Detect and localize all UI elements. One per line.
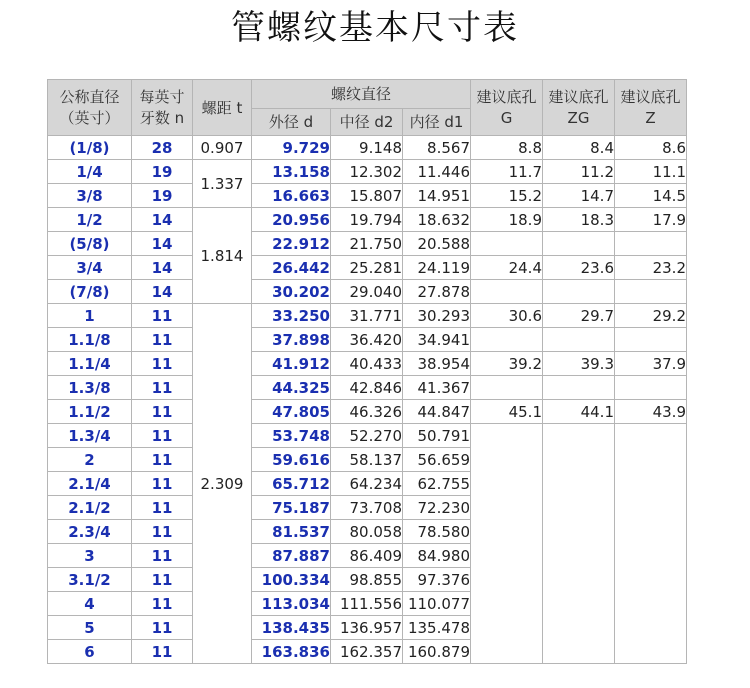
outer-diameter-cell: 13.158 <box>252 160 331 184</box>
pitch-diameter-cell: 19.794 <box>331 208 403 232</box>
pitch-diameter-cell: 21.750 <box>331 232 403 256</box>
outer-diameter-cell: 65.712 <box>252 472 331 496</box>
pitch-diameter-cell: 42.846 <box>331 376 403 400</box>
tpi-cell: 11 <box>132 496 193 520</box>
drill-g-cell: 45.1 <box>471 400 543 424</box>
size-cell: 4 <box>48 592 132 616</box>
tpi-cell: 11 <box>132 544 193 568</box>
drill-z-cell: 37.9 <box>615 352 687 376</box>
size-cell: 6 <box>48 640 132 664</box>
tpi-cell: 11 <box>132 328 193 352</box>
tpi-cell: 14 <box>132 232 193 256</box>
pitch-cell: 1.814 <box>193 208 252 304</box>
outer-diameter-cell: 163.836 <box>252 640 331 664</box>
header-nominal-diameter: 公称直径 （英寸） <box>48 80 132 136</box>
drill-g-cell: 39.2 <box>471 352 543 376</box>
drill-zg-cell: 44.1 <box>543 400 615 424</box>
inner-diameter-cell: 110.077 <box>403 592 471 616</box>
drill-zg-cell <box>543 376 615 400</box>
drill-z-cell <box>615 376 687 400</box>
outer-diameter-cell: 53.748 <box>252 424 331 448</box>
drill-zg-cell: 14.7 <box>543 184 615 208</box>
tpi-cell: 11 <box>132 448 193 472</box>
outer-diameter-cell: 33.250 <box>252 304 331 328</box>
inner-diameter-cell: 11.446 <box>403 160 471 184</box>
pitch-diameter-cell: 58.137 <box>331 448 403 472</box>
drill-g-cell: 30.6 <box>471 304 543 328</box>
inner-diameter-cell: 62.755 <box>403 472 471 496</box>
pitch-diameter-cell: 98.855 <box>331 568 403 592</box>
drill-z-cell: 14.5 <box>615 184 687 208</box>
tpi-cell: 11 <box>132 376 193 400</box>
pitch-diameter-cell: 40.433 <box>331 352 403 376</box>
pitch-diameter-cell: 15.807 <box>331 184 403 208</box>
inner-diameter-cell: 78.580 <box>403 520 471 544</box>
inner-diameter-cell: 30.293 <box>403 304 471 328</box>
outer-diameter-cell: 37.898 <box>252 328 331 352</box>
drill-z-cell: 43.9 <box>615 400 687 424</box>
header-pitch-diameter: 中径 d2 <box>331 109 403 136</box>
drill-zg-cell <box>543 232 615 256</box>
tpi-cell: 11 <box>132 352 193 376</box>
inner-diameter-cell: 160.879 <box>403 640 471 664</box>
drill-z-cell: 17.9 <box>615 208 687 232</box>
size-cell: 5 <box>48 616 132 640</box>
outer-diameter-cell: 9.729 <box>252 136 331 160</box>
inner-diameter-cell: 14.951 <box>403 184 471 208</box>
size-cell: 2.3/4 <box>48 520 132 544</box>
pitch-diameter-cell: 52.270 <box>331 424 403 448</box>
drill-zg-cell: 18.3 <box>543 208 615 232</box>
inner-diameter-cell: 27.878 <box>403 280 471 304</box>
table-row <box>48 304 687 328</box>
drill-z-cell <box>615 424 687 664</box>
drill-g-cell: 15.2 <box>471 184 543 208</box>
header-inner-diameter: 内径 d1 <box>403 109 471 136</box>
tpi-cell: 11 <box>132 616 193 640</box>
outer-diameter-cell: 22.912 <box>252 232 331 256</box>
inner-diameter-cell: 8.567 <box>403 136 471 160</box>
outer-diameter-cell: 100.334 <box>252 568 331 592</box>
drill-z-cell: 8.6 <box>615 136 687 160</box>
pitch-diameter-cell: 46.326 <box>331 400 403 424</box>
outer-diameter-cell: 75.187 <box>252 496 331 520</box>
outer-diameter-cell: 30.202 <box>252 280 331 304</box>
page-title: 管螺纹基本尺寸表 <box>231 8 519 48</box>
tpi-cell: 14 <box>132 256 193 280</box>
pitch-diameter-cell: 25.281 <box>331 256 403 280</box>
inner-diameter-cell: 38.954 <box>403 352 471 376</box>
table-row <box>48 400 687 424</box>
table-row <box>48 184 687 208</box>
size-cell: (1/8) <box>48 136 132 160</box>
tpi-cell: 11 <box>132 568 193 592</box>
size-cell: 1.1/8 <box>48 328 132 352</box>
size-cell: 1 <box>48 304 132 328</box>
header-drill-zg: 建议底孔 ZG <box>543 80 615 136</box>
inner-diameter-cell: 84.980 <box>403 544 471 568</box>
drill-g-cell <box>471 328 543 352</box>
size-cell: 3 <box>48 544 132 568</box>
drill-zg-cell: 29.7 <box>543 304 615 328</box>
drill-z-cell <box>615 280 687 304</box>
drill-zg-cell: 39.3 <box>543 352 615 376</box>
drill-g-cell <box>471 232 543 256</box>
inner-diameter-cell: 20.588 <box>403 232 471 256</box>
drill-g-cell: 8.8 <box>471 136 543 160</box>
pitch-diameter-cell: 9.148 <box>331 136 403 160</box>
outer-diameter-cell: 41.912 <box>252 352 331 376</box>
inner-diameter-cell: 97.376 <box>403 568 471 592</box>
pitch-cell: 0.907 <box>193 136 252 160</box>
pitch-diameter-cell: 29.040 <box>331 280 403 304</box>
size-cell: 1.3/4 <box>48 424 132 448</box>
size-cell: 1.3/8 <box>48 376 132 400</box>
inner-diameter-cell: 41.367 <box>403 376 471 400</box>
drill-g-cell <box>471 376 543 400</box>
outer-diameter-cell: 26.442 <box>252 256 331 280</box>
drill-z-cell <box>615 232 687 256</box>
outer-diameter-cell: 20.956 <box>252 208 331 232</box>
drill-g-cell <box>471 424 543 664</box>
pitch-diameter-cell: 36.420 <box>331 328 403 352</box>
tpi-cell: 19 <box>132 160 193 184</box>
inner-diameter-cell: 50.791 <box>403 424 471 448</box>
header-threads-per-inch: 每英寸 牙数 n <box>132 80 193 136</box>
outer-diameter-cell: 59.616 <box>252 448 331 472</box>
inner-diameter-cell: 24.119 <box>403 256 471 280</box>
pitch-diameter-cell: 111.556 <box>331 592 403 616</box>
tpi-cell: 11 <box>132 640 193 664</box>
outer-diameter-cell: 81.537 <box>252 520 331 544</box>
pitch-diameter-cell: 73.708 <box>331 496 403 520</box>
inner-diameter-cell: 56.659 <box>403 448 471 472</box>
drill-zg-cell: 8.4 <box>543 136 615 160</box>
pitch-cell: 2.309 <box>193 304 252 664</box>
outer-diameter-cell: 138.435 <box>252 616 331 640</box>
table-row <box>48 424 687 448</box>
drill-zg-cell: 11.2 <box>543 160 615 184</box>
outer-diameter-cell: 47.805 <box>252 400 331 424</box>
size-cell: 2 <box>48 448 132 472</box>
header-thread-diameter: 螺纹直径 <box>252 80 471 109</box>
pitch-diameter-cell: 162.357 <box>331 640 403 664</box>
outer-diameter-cell: 87.887 <box>252 544 331 568</box>
pitch-diameter-cell: 136.957 <box>331 616 403 640</box>
table-row <box>48 328 687 352</box>
tpi-cell: 14 <box>132 208 193 232</box>
size-cell: 1/4 <box>48 160 132 184</box>
drill-zg-cell <box>543 424 615 664</box>
size-cell: 3/4 <box>48 256 132 280</box>
pitch-diameter-cell: 64.234 <box>331 472 403 496</box>
tpi-cell: 11 <box>132 520 193 544</box>
header-pitch: 螺距 t <box>193 80 252 136</box>
drill-zg-cell <box>543 280 615 304</box>
outer-diameter-cell: 16.663 <box>252 184 331 208</box>
tpi-cell: 11 <box>132 400 193 424</box>
size-cell: 1.1/2 <box>48 400 132 424</box>
drill-g-cell: 11.7 <box>471 160 543 184</box>
tpi-cell: 11 <box>132 472 193 496</box>
size-cell: 1.1/4 <box>48 352 132 376</box>
thread-size-table <box>47 79 687 664</box>
inner-diameter-cell: 18.632 <box>403 208 471 232</box>
drill-z-cell: 29.2 <box>615 304 687 328</box>
size-cell: 2.1/2 <box>48 496 132 520</box>
tpi-cell: 11 <box>132 592 193 616</box>
table-row <box>48 280 687 304</box>
table-row <box>48 376 687 400</box>
tpi-cell: 19 <box>132 184 193 208</box>
pitch-cell: 1.337 <box>193 160 252 208</box>
drill-zg-cell <box>543 328 615 352</box>
size-cell: 2.1/4 <box>48 472 132 496</box>
size-cell: (7/8) <box>48 280 132 304</box>
tpi-cell: 11 <box>132 424 193 448</box>
header-outer-diameter: 外径 d <box>252 109 331 136</box>
size-cell: 3.1/2 <box>48 568 132 592</box>
inner-diameter-cell: 72.230 <box>403 496 471 520</box>
pitch-diameter-cell: 31.771 <box>331 304 403 328</box>
drill-zg-cell: 23.6 <box>543 256 615 280</box>
pitch-diameter-cell: 12.302 <box>331 160 403 184</box>
size-cell: 1/2 <box>48 208 132 232</box>
size-cell: (5/8) <box>48 232 132 256</box>
outer-diameter-cell: 44.325 <box>252 376 331 400</box>
tpi-cell: 14 <box>132 280 193 304</box>
drill-g-cell: 18.9 <box>471 208 543 232</box>
header-drill-g: 建议底孔 G <box>471 80 543 136</box>
table-row <box>48 232 687 256</box>
table-row <box>48 136 687 160</box>
outer-diameter-cell: 113.034 <box>252 592 331 616</box>
table-row <box>48 256 687 280</box>
drill-z-cell: 23.2 <box>615 256 687 280</box>
tpi-cell: 28 <box>132 136 193 160</box>
header-drill-z: 建议底孔 Z <box>615 80 687 136</box>
inner-diameter-cell: 44.847 <box>403 400 471 424</box>
inner-diameter-cell: 34.941 <box>403 328 471 352</box>
pitch-diameter-cell: 86.409 <box>331 544 403 568</box>
table-row <box>48 160 687 184</box>
tpi-cell: 11 <box>132 304 193 328</box>
table-row <box>48 352 687 376</box>
drill-g-cell <box>471 280 543 304</box>
drill-g-cell: 24.4 <box>471 256 543 280</box>
drill-z-cell <box>615 328 687 352</box>
pitch-diameter-cell: 80.058 <box>331 520 403 544</box>
drill-z-cell: 11.1 <box>615 160 687 184</box>
table-row <box>48 208 687 232</box>
inner-diameter-cell: 135.478 <box>403 616 471 640</box>
size-cell: 3/8 <box>48 184 132 208</box>
